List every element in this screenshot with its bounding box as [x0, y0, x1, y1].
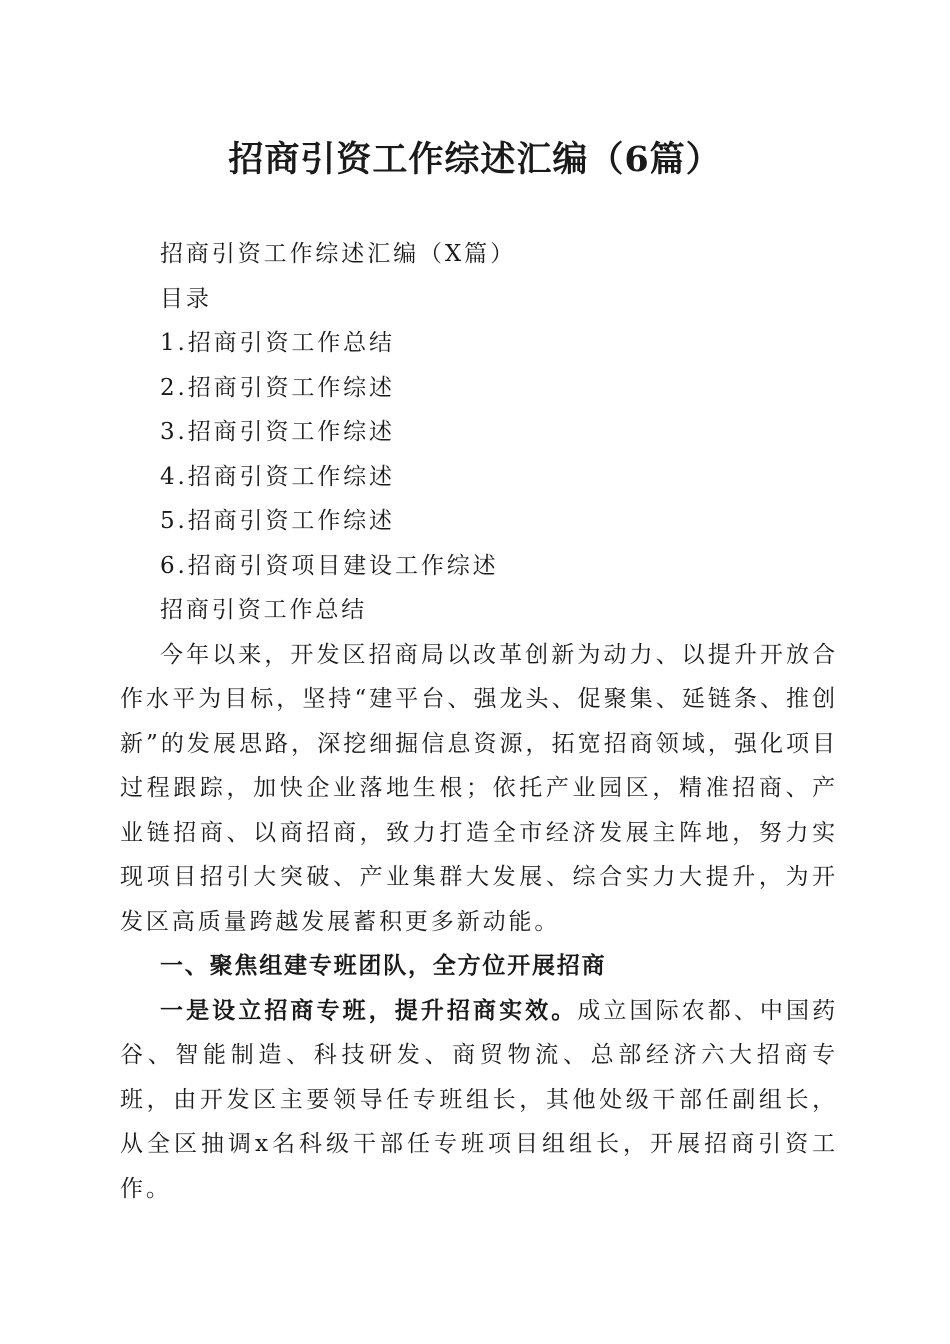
document-body — [120, 232, 838, 1211]
toc-item: 5.招商引资工作综述 — [160, 508, 395, 534]
intro-paragraph: 今年以来，开发区招商局以改革创新为动力、以提升开放合作水平为目标，坚持“建平台、强龙头、促聚集、延链条、推创新”的发展思路，深挖细掘信息资源，拓宽招商领域，强化项目过程跟踪，加快企业落地生根；依托产业园区，精准招商、产业链招商、以商招商，致力打造全市经济发展主阵地，努力实现项目招引大突破、产业集群大发展、综合实力大提升，为开发区高质量跨越发展蓄积更多新动能。 — [120, 641, 838, 935]
document-subtitle: 招商引资工作综述汇编（X篇） — [160, 241, 516, 267]
toc-label: 目录 — [160, 285, 212, 312]
paragraph-body: 成立国际农都、中国药谷、智能制造、科技研发、商贸物流、总部经济六大招商专班，由开发区主要领导任专班组长，其他处级干部任副组长，从全区抽调x名科级干部任专班项目组组长，开展招商引资工作。 — [120, 997, 838, 1202]
section-heading: 一、聚焦组建专班团队，全方位开展招商 — [160, 953, 607, 979]
toc-item: 6.招商引资项目建设工作综述 — [160, 552, 499, 579]
body-paragraph — [120, 989, 838, 1212]
table-of-contents — [120, 321, 838, 588]
section-title: 招商引资工作总结 — [160, 597, 368, 623]
toc-item: 2.招商引资工作综述 — [160, 374, 395, 401]
toc-item: 3.招商引资工作综述 — [160, 419, 395, 445]
paragraph-lead: 一是设立招商专班，提升招商实效。 — [160, 996, 578, 1024]
toc-item: 1.招商引资工作总结 — [160, 330, 395, 356]
toc-item: 4.招商引资工作综述 — [160, 463, 395, 490]
document-title: 招商引资工作综述汇编（6篇） — [228, 139, 722, 180]
